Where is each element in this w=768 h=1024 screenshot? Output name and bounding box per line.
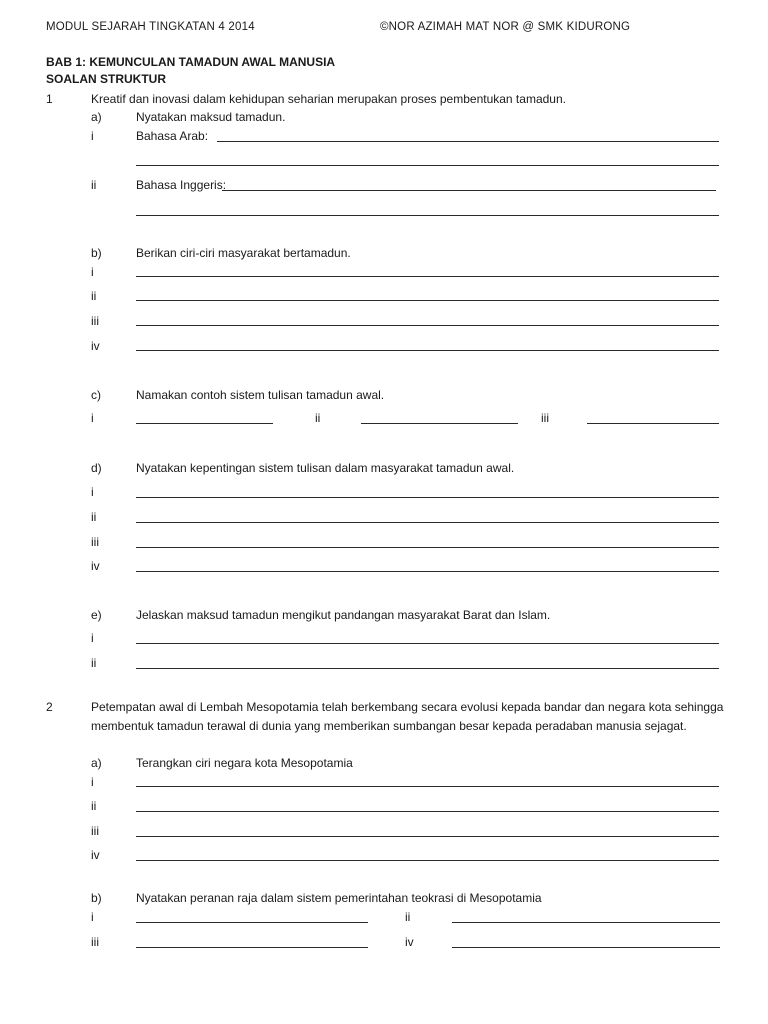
header-author: ©NOR AZIMAH MAT NOR @ SMK KIDURONG [380, 21, 631, 33]
q2b-label: b) [91, 891, 102, 905]
q1d-numeral: iii [91, 535, 99, 549]
q2b-numeral: ii [405, 910, 411, 924]
q1b-numeral: iv [91, 339, 100, 353]
q2-stem-line2: membentuk tamadun terawal di dunia yang memberikan sumbangan besar kepada peradaban manusia sejagat. [91, 719, 687, 733]
answer-line[interactable] [136, 423, 273, 424]
q1c-numeral: iii [541, 411, 549, 425]
q1b-numeral: ii [91, 289, 97, 303]
answer-line[interactable] [136, 860, 719, 861]
q1d-text: Nyatakan kepentingan sistem tulisan dalam masyarakat tamadun awal. [136, 461, 515, 475]
answer-line[interactable] [136, 215, 719, 216]
q1e-label: e) [91, 608, 102, 622]
q1d-label: d) [91, 461, 102, 475]
answer-line[interactable] [136, 922, 368, 923]
q2a-numeral: ii [91, 799, 97, 813]
answer-line[interactable] [136, 811, 719, 812]
q2a-numeral: iv [91, 848, 100, 862]
answer-line[interactable] [136, 786, 719, 787]
answer-line[interactable] [136, 165, 719, 166]
q1d-numeral: iv [91, 559, 100, 573]
q1b-label: b) [91, 246, 102, 260]
answer-line[interactable] [217, 141, 719, 142]
q2b-numeral: i [91, 910, 94, 924]
answer-line[interactable] [136, 522, 719, 523]
answer-line[interactable] [136, 668, 719, 669]
chapter-title: BAB 1: KEMUNCULAN TAMADUN AWAL MANUSIA [46, 55, 336, 69]
q1a-text: Nyatakan maksud tamadun. [136, 110, 286, 124]
q1c-text: Namakan contoh sistem tulisan tamadun awal. [136, 388, 385, 402]
answer-line[interactable] [136, 643, 719, 644]
q1d-numeral: i [91, 485, 94, 499]
q1c-numeral: i [91, 411, 94, 425]
answer-line[interactable] [136, 947, 368, 948]
answer-line[interactable] [136, 350, 719, 351]
q1a-i-text: Bahasa Arab: [136, 129, 209, 143]
q2a-numeral: i [91, 775, 94, 789]
q1a-label: a) [91, 110, 102, 124]
q1b-numeral: iii [91, 314, 99, 328]
section-title: SOALAN STRUKTUR [46, 72, 166, 86]
q2a-numeral: iii [91, 824, 99, 838]
answer-line[interactable] [452, 922, 720, 923]
answer-line[interactable] [136, 325, 719, 326]
answer-line[interactable] [136, 547, 719, 548]
q2a-label: a) [91, 756, 102, 770]
q1e-numeral: ii [91, 656, 97, 670]
answer-line[interactable] [136, 836, 719, 837]
answer-line[interactable] [136, 497, 719, 498]
header-module-title: MODUL SEJARAH TINGKATAN 4 2014 [46, 21, 255, 33]
q2b-numeral: iii [91, 935, 99, 949]
q1c-numeral: ii [315, 411, 321, 425]
q2a-text: Terangkan ciri negara kota Mesopotamia [136, 756, 353, 770]
answer-line[interactable] [222, 190, 716, 191]
q1a-i-numeral: i [91, 129, 94, 143]
answer-line[interactable] [136, 300, 719, 301]
q1b-numeral: i [91, 265, 94, 279]
q1d-numeral: ii [91, 510, 97, 524]
q2b-text: Nyatakan peranan raja dalam sistem pemerintahan teokrasi di Mesopotamia [136, 891, 542, 905]
q2-number: 2 [46, 700, 53, 714]
answer-line[interactable] [136, 276, 719, 277]
q2b-numeral: iv [405, 935, 414, 949]
q1b-text: Berikan ciri-ciri masyarakat bertamadun. [136, 246, 351, 260]
q1-number: 1 [46, 92, 53, 106]
answer-line[interactable] [361, 423, 518, 424]
q1e-numeral: i [91, 631, 94, 645]
answer-line[interactable] [587, 423, 719, 424]
q1a-ii-text: Bahasa Inggeris: [136, 178, 227, 192]
q1c-label: c) [91, 388, 101, 402]
q2-stem-line1: Petempatan awal di Lembah Mesopotamia telah berkembang secara evolusi kepada bandar dan negara kota sehingga [91, 700, 724, 714]
q1e-text: Jelaskan maksud tamadun mengikut pandangan masyarakat Barat dan Islam. [136, 608, 551, 622]
answer-line[interactable] [136, 571, 719, 572]
answer-line[interactable] [452, 947, 720, 948]
q1a-ii-numeral: ii [91, 178, 97, 192]
q1-stem: Kreatif dan inovasi dalam kehidupan seharian merupakan proses pembentukan tamadun. [91, 92, 566, 106]
